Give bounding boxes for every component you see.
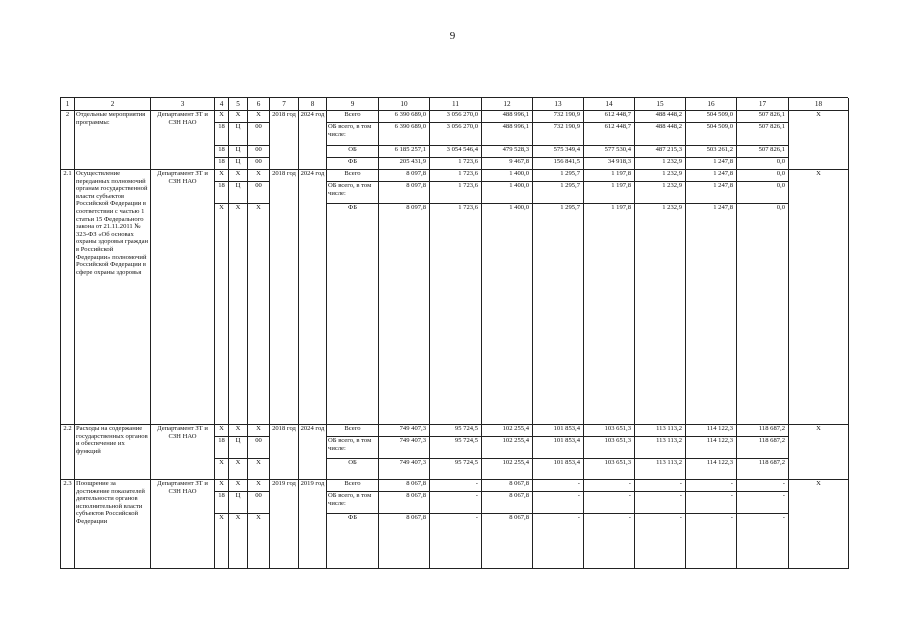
value-cell: 1 232,9	[635, 204, 686, 425]
value-cell: 749 407,3	[379, 459, 430, 480]
header-cell: 11	[430, 98, 482, 111]
value-cell: -	[737, 480, 789, 492]
value-cell: 1 400,0	[482, 170, 533, 182]
value-cell: -	[686, 480, 737, 492]
item-number: 2.3	[61, 480, 75, 569]
value-cell: 8 067,8	[379, 514, 430, 569]
value-cell: 488 448,2	[635, 111, 686, 123]
code-cell: 00	[248, 182, 270, 204]
value-cell: 34 918,3	[584, 158, 635, 170]
value-cell: 6 390 689,0	[379, 111, 430, 123]
start-year: 2018 год	[270, 111, 299, 170]
table-section	[60, 170, 848, 425]
value-cell: 507 826,1	[737, 111, 789, 123]
code-cell: 18	[215, 492, 229, 514]
code-cell: Х	[229, 514, 248, 569]
value-cell: 118 687,2	[737, 459, 789, 480]
header-cell: 18	[789, 98, 849, 111]
value-cell: 1 295,7	[533, 204, 584, 425]
value-cell: 113 113,2	[635, 437, 686, 459]
value-cell: 114 122,3	[686, 425, 737, 437]
value-cell: 749 407,3	[379, 425, 430, 437]
end-year: 2024 год	[299, 111, 327, 170]
code-cell: Х	[229, 204, 248, 425]
header-cell: 1	[61, 98, 75, 111]
value-cell: 1 723,6	[430, 158, 482, 170]
funding-source: ОБ всего, в том числе:	[327, 492, 379, 514]
value-cell: 114 122,3	[686, 459, 737, 480]
value-cell: 103 651,3	[584, 425, 635, 437]
code-cell: Х	[215, 204, 229, 425]
header-cell: 17	[737, 98, 789, 111]
funding-source: ФБ	[327, 204, 379, 425]
code-cell: 18	[215, 158, 229, 170]
value-cell: -	[584, 514, 635, 569]
code-cell: Х	[229, 480, 248, 492]
header-cell: 12	[482, 98, 533, 111]
value-cell: 507 826,1	[737, 146, 789, 158]
funding-source: ОБ	[327, 459, 379, 480]
code-cell: Х	[248, 459, 270, 480]
code-cell: 18	[215, 123, 229, 146]
funding-source: Всего	[327, 425, 379, 437]
value-cell: 8 067,8	[482, 514, 533, 569]
value-cell: 732 190,9	[533, 123, 584, 146]
table-section	[60, 425, 848, 480]
value-cell: -	[533, 480, 584, 492]
item-name: Расходы на содержание государственных органов и обеспечение их функций	[75, 425, 151, 480]
value-cell: 575 349,4	[533, 146, 584, 158]
value-cell: 8 097,8	[379, 204, 430, 425]
value-cell: -	[430, 492, 482, 514]
header-cell: 7	[270, 98, 299, 111]
header-cell: 8	[299, 98, 327, 111]
code-cell: 18	[215, 182, 229, 204]
code-cell: 00	[248, 158, 270, 170]
item-number: 2	[61, 111, 75, 170]
code-cell: 18	[215, 437, 229, 459]
value-cell: -	[737, 514, 789, 569]
value-cell: 612 448,7	[584, 123, 635, 146]
end-year: 2024 год	[299, 170, 327, 425]
value-cell: 8 067,8	[482, 480, 533, 492]
start-year: 2018 год	[270, 170, 299, 425]
item-name: Осуществление переданных полномочий органам государственной власти субъектов Российской Федерации в соответствии с частью 1 статьи 15 Федерального закона от 21.11.2011 № 323-ФЗ «Об основах охраны здоровья граждан в Российской Федерации» полномочий Российской Федерации в сфере охраны здоровья	[75, 170, 151, 425]
value-cell: -	[737, 492, 789, 514]
funding-source: ФБ	[327, 158, 379, 170]
item-name: Отдельные мероприятия программы:	[75, 111, 151, 170]
value-cell: -	[430, 480, 482, 492]
funding-source: Всего	[327, 170, 379, 182]
value-cell: 113 113,2	[635, 425, 686, 437]
code-cell: Х	[229, 459, 248, 480]
value-cell: 1 247,8	[686, 182, 737, 204]
code-cell: Х	[229, 111, 248, 123]
value-cell: -	[533, 492, 584, 514]
code-cell: Х	[248, 425, 270, 437]
value-cell: -	[430, 514, 482, 569]
start-year: 2018 год	[270, 425, 299, 480]
value-cell: -	[635, 514, 686, 569]
header-cell: 3	[151, 98, 215, 111]
header-cell: 5	[229, 98, 248, 111]
code-cell: Ц	[229, 123, 248, 146]
value-cell: 118 687,2	[737, 425, 789, 437]
value-cell: -	[635, 492, 686, 514]
value-cell: 1 197,8	[584, 204, 635, 425]
header-cell: 15	[635, 98, 686, 111]
code-cell: Х	[215, 514, 229, 569]
code-cell: Ц	[229, 182, 248, 204]
funding-source: ОБ	[327, 146, 379, 158]
value-cell: 1 723,6	[430, 204, 482, 425]
value-cell: 103 651,3	[584, 459, 635, 480]
column-18-mark: Х	[789, 170, 849, 425]
value-cell: 504 509,0	[686, 123, 737, 146]
value-cell: 101 853,4	[533, 459, 584, 480]
item-name: Поощрение за достижение показателей деятельности органов исполнительной власти субъектов Российской Федерации	[75, 480, 151, 569]
funding-source: Всего	[327, 111, 379, 123]
value-cell: 205 431,9	[379, 158, 430, 170]
budget-table	[60, 97, 848, 569]
item-number: 2.2	[61, 425, 75, 480]
header-cell: 14	[584, 98, 635, 111]
code-cell: Х	[248, 170, 270, 182]
value-cell: -	[635, 480, 686, 492]
value-cell: -	[584, 480, 635, 492]
column-18-mark: Х	[789, 111, 849, 170]
code-cell: Х	[248, 111, 270, 123]
value-cell: 1 723,6	[430, 182, 482, 204]
value-cell: 749 407,3	[379, 437, 430, 459]
item-number: 2.1	[61, 170, 75, 425]
value-cell: 504 509,0	[686, 111, 737, 123]
value-cell: 1 295,7	[533, 170, 584, 182]
column-18-mark: Х	[789, 480, 849, 569]
value-cell: 8 097,8	[379, 182, 430, 204]
code-cell: 00	[248, 146, 270, 158]
page-number: 9	[449, 30, 456, 42]
value-cell: 102 255,4	[482, 425, 533, 437]
value-cell: -	[584, 492, 635, 514]
code-cell: Ц	[229, 492, 248, 514]
value-cell: 156 841,5	[533, 158, 584, 170]
value-cell: 101 853,4	[533, 425, 584, 437]
value-cell: 488 996,1	[482, 111, 533, 123]
value-cell: 118 687,2	[737, 437, 789, 459]
header-cell: 2	[75, 98, 151, 111]
value-cell: -	[686, 514, 737, 569]
value-cell: 0,0	[737, 158, 789, 170]
code-cell: Х	[215, 425, 229, 437]
table-section	[60, 111, 848, 170]
value-cell: 487 215,3	[635, 146, 686, 158]
value-cell: 113 113,2	[635, 459, 686, 480]
value-cell: 1 723,6	[430, 170, 482, 182]
value-cell: 1 247,8	[686, 170, 737, 182]
department: Департамент ЗТ и СЗН НАО	[151, 170, 215, 425]
code-cell: Х	[215, 480, 229, 492]
value-cell: 3 054 546,4	[430, 146, 482, 158]
end-year: 2024 год	[299, 425, 327, 480]
code-cell: Х	[215, 170, 229, 182]
value-cell: 732 190,9	[533, 111, 584, 123]
table-section	[60, 480, 848, 569]
value-cell: 1 400,0	[482, 204, 533, 425]
value-cell: 8 067,8	[482, 492, 533, 514]
funding-source: ФБ	[327, 514, 379, 569]
value-cell: 8 067,8	[379, 492, 430, 514]
funding-source: Всего	[327, 480, 379, 492]
value-cell: 612 448,7	[584, 111, 635, 123]
code-cell: Х	[248, 480, 270, 492]
header-cell: 16	[686, 98, 737, 111]
code-cell: 18	[215, 146, 229, 158]
code-cell: 00	[248, 437, 270, 459]
value-cell: 1 295,7	[533, 182, 584, 204]
value-cell: 114 122,3	[686, 437, 737, 459]
value-cell: 0,0	[737, 204, 789, 425]
header-cell: 6	[248, 98, 270, 111]
funding-source: ОБ всего, в том числе:	[327, 437, 379, 459]
code-cell: 00	[248, 123, 270, 146]
value-cell: 1 197,8	[584, 170, 635, 182]
value-cell: 507 826,1	[737, 123, 789, 146]
funding-source: ОБ всего, в том числе:	[327, 123, 379, 146]
value-cell: -	[686, 492, 737, 514]
department: Департамент ЗТ и СЗН НАО	[151, 480, 215, 569]
value-cell: 6 185 257,1	[379, 146, 430, 158]
value-cell: 503 261,2	[686, 146, 737, 158]
value-cell: 8 097,8	[379, 170, 430, 182]
code-cell: Х	[229, 425, 248, 437]
value-cell: 95 724,5	[430, 459, 482, 480]
header-cell: 9	[327, 98, 379, 111]
value-cell: 0,0	[737, 182, 789, 204]
table-header-row	[60, 97, 848, 111]
code-cell: Ц	[229, 146, 248, 158]
value-cell: 8 067,8	[379, 480, 430, 492]
header-cell: 10	[379, 98, 430, 111]
value-cell: 1 232,9	[635, 182, 686, 204]
code-cell: Ц	[229, 158, 248, 170]
code-cell: Х	[215, 111, 229, 123]
value-cell: 102 255,4	[482, 437, 533, 459]
value-cell: 103 651,3	[584, 437, 635, 459]
value-cell: 1 247,8	[686, 158, 737, 170]
value-cell: 1 400,0	[482, 182, 533, 204]
value-cell: 3 056 270,0	[430, 111, 482, 123]
value-cell: 1 232,9	[635, 170, 686, 182]
department: Департамент ЗТ и СЗН НАО	[151, 111, 215, 170]
value-cell: 3 056 270,0	[430, 123, 482, 146]
code-cell: Ц	[229, 437, 248, 459]
value-cell: 577 530,4	[584, 146, 635, 158]
header-cell: 4	[215, 98, 229, 111]
value-cell: 6 390 689,0	[379, 123, 430, 146]
value-cell: 102 255,4	[482, 459, 533, 480]
code-cell: 00	[248, 492, 270, 514]
value-cell: 479 528,3	[482, 146, 533, 158]
code-cell: Х	[248, 514, 270, 569]
value-cell: 1 197,8	[584, 182, 635, 204]
value-cell: 9 467,8	[482, 158, 533, 170]
code-cell: Х	[229, 170, 248, 182]
value-cell: 101 853,4	[533, 437, 584, 459]
column-18-mark: Х	[789, 425, 849, 480]
code-cell: Х	[248, 204, 270, 425]
start-year: 2019 год	[270, 480, 299, 569]
value-cell: 0,0	[737, 170, 789, 182]
value-cell: 488 996,1	[482, 123, 533, 146]
value-cell: 1 232,9	[635, 158, 686, 170]
value-cell: -	[533, 514, 584, 569]
header-cell: 13	[533, 98, 584, 111]
department: Департамент ЗТ и СЗН НАО	[151, 425, 215, 480]
value-cell: 95 724,5	[430, 425, 482, 437]
value-cell: 1 247,8	[686, 204, 737, 425]
value-cell: 95 724,5	[430, 437, 482, 459]
value-cell: 488 448,2	[635, 123, 686, 146]
code-cell: Х	[215, 459, 229, 480]
end-year: 2019 год	[299, 480, 327, 569]
funding-source: ОБ всего, в том числе:	[327, 182, 379, 204]
